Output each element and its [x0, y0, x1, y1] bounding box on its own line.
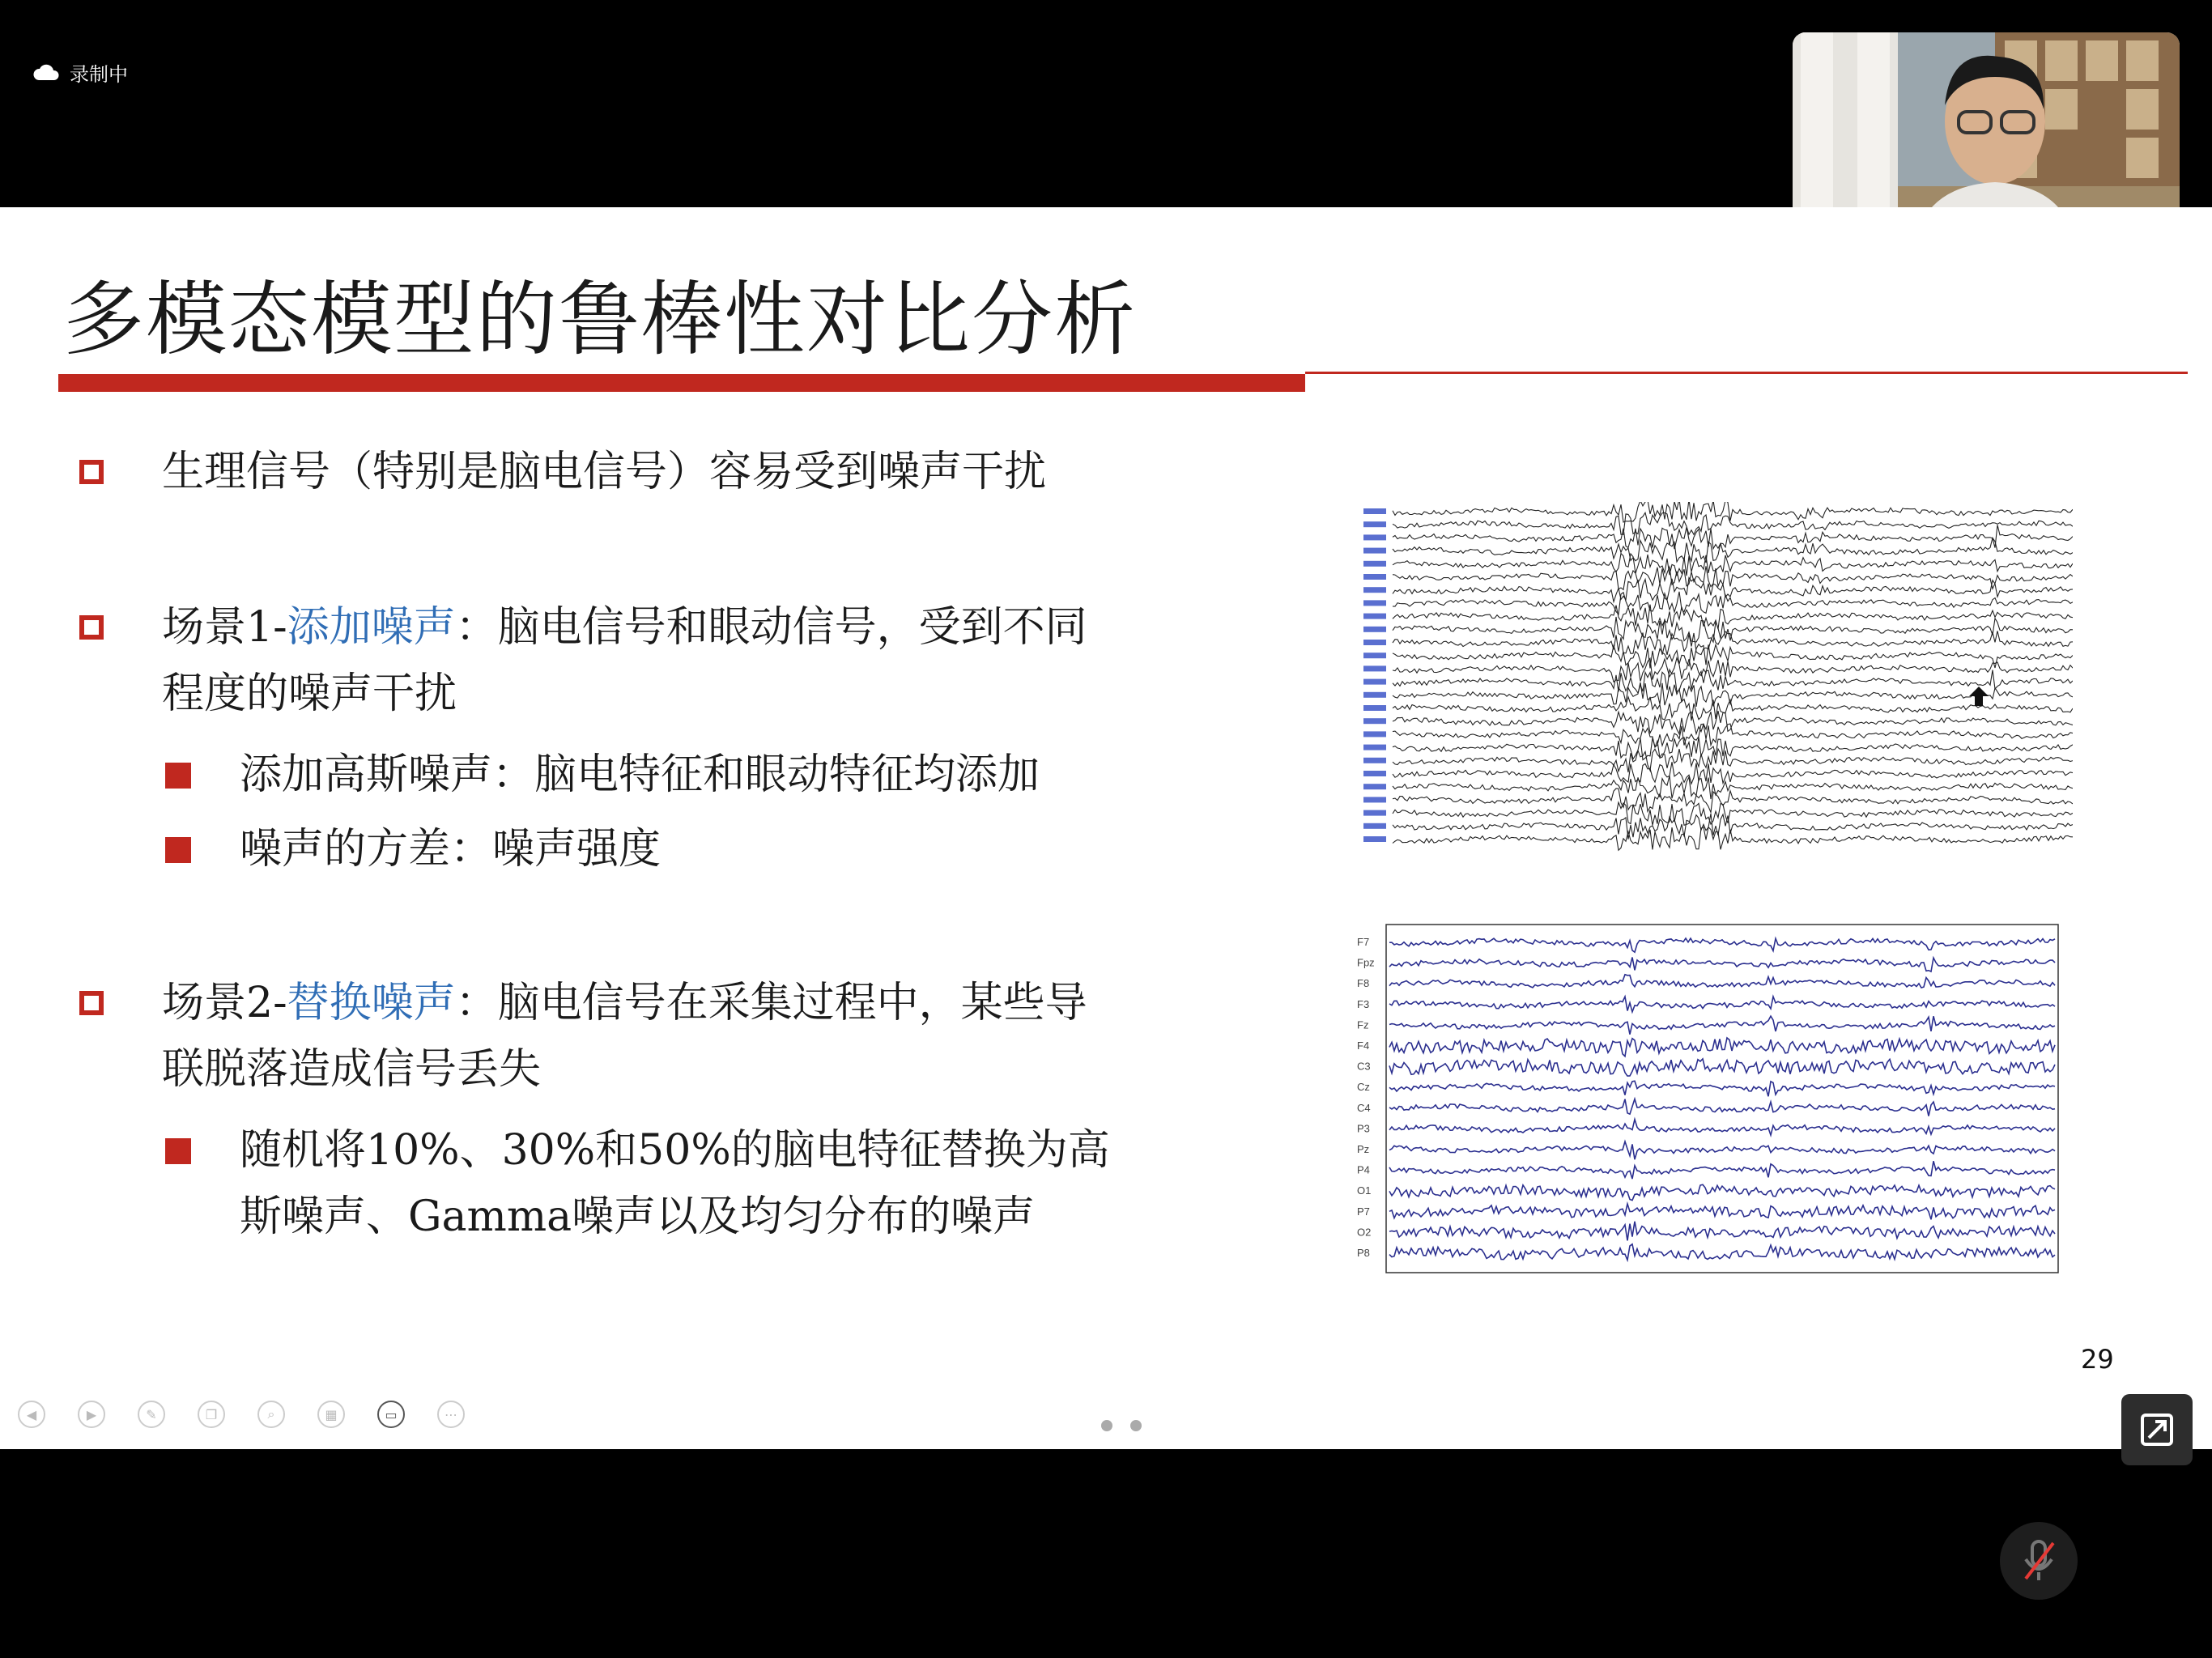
eeg-channel-label-mark: [1363, 679, 1386, 685]
eeg-blue-trace-9: [1389, 1099, 2055, 1116]
eeg-channel-label-mark: [1363, 692, 1386, 698]
eeg-channel-label-mark: [1363, 508, 1386, 514]
eeg-black-trace-1: [1393, 502, 2073, 522]
eeg-channel-label-mark: [1363, 731, 1386, 737]
bullet-2-sub-1: 添加高斯噪声：脑电特征和眼动特征均添加: [240, 750, 1040, 799]
bullet-2-prefix: 场景1-: [162, 603, 287, 652]
bullet-3-line-2: 联脱落造成信号丢失: [162, 1045, 542, 1094]
eeg-blue-trace-1: [1389, 938, 2055, 952]
eeg-channel-label-mark: [1363, 665, 1386, 671]
eeg-channel-label-mark: [1363, 534, 1386, 540]
eeg-blue-trace-14: [1389, 1204, 2055, 1219]
bullet-3-rest: ：脑电信号在采集过程中，某些导: [455, 979, 1087, 1027]
bullet-3-line-1: [162, 970, 1087, 1036]
eeg-black-trace-15: [1393, 682, 2073, 707]
eeg-black-trace-22: [1393, 776, 2073, 799]
grid-view-button[interactable]: ▦: [317, 1401, 345, 1428]
eeg-black-trace-20: [1393, 749, 2073, 772]
bullet-2-line-1: [162, 594, 1087, 661]
eeg-plot-frame: [1386, 925, 2058, 1273]
eeg-channel-label: F3: [1357, 997, 1370, 1010]
eeg-channel-label: P8: [1357, 1247, 1370, 1259]
eeg-channel-label: C4: [1357, 1101, 1371, 1114]
eeg-channel-label: P4: [1357, 1163, 1370, 1176]
eeg-black-trace-17: [1393, 711, 2073, 734]
bullet-3-prefix: 场景2-: [162, 979, 287, 1027]
eeg-channel-label-mark: [1363, 810, 1386, 816]
pen-tool-button[interactable]: ✎: [138, 1401, 165, 1428]
eeg-channel-label-mark: [1363, 797, 1386, 802]
presentation-slide: [0, 207, 2212, 1449]
eeg-channel-label-mark: [1363, 823, 1386, 829]
eeg-channel-label-mark: [1363, 718, 1386, 724]
page-dot-1[interactable]: [1101, 1420, 1112, 1431]
eeg-blue-trace-5: [1389, 1016, 2055, 1035]
eeg-trace-figure-black: [1360, 502, 2073, 858]
recording-label: 录制中: [70, 63, 128, 86]
bullet-3-sub-1-line-2: 斯噪声、Gamma噪声以及均匀分布的噪声: [240, 1192, 1036, 1241]
eeg-black-trace-2: [1393, 512, 2073, 534]
eeg-black-trace-11: [1393, 631, 2073, 655]
eeg-blue-trace-13: [1389, 1184, 2055, 1200]
title-underline-thin: [1305, 372, 2188, 374]
eeg-channel-label: Cz: [1357, 1081, 1370, 1094]
eeg-channel-label-mark: [1363, 745, 1386, 750]
eeg-channel-label-mark: [1363, 561, 1386, 567]
eeg-channel-label-mark: [1363, 758, 1386, 763]
eeg-black-trace-24: [1393, 802, 2073, 825]
eeg-black-trace-18: [1393, 724, 2073, 747]
eeg-channel-label-mark: [1363, 614, 1386, 619]
eeg-channel-label-mark: [1363, 705, 1386, 711]
mute-microphone-button[interactable]: [2000, 1522, 2078, 1600]
copy-button[interactable]: ❐: [198, 1401, 225, 1428]
bullet-square-outline-icon: [79, 460, 104, 484]
next-slide-button[interactable]: ▶: [78, 1401, 105, 1428]
bullet-3-sub-1-line-1: 随机将10%、30%和50%的脑电特征替换为高: [240, 1126, 1110, 1175]
bullet-2-line-2: 程度的噪声干扰: [162, 670, 457, 718]
eeg-black-trace-3: [1393, 525, 2073, 549]
eeg-black-trace-4: [1393, 538, 2073, 563]
eeg-blue-trace-3: [1389, 975, 2055, 988]
bullet-2-rest: ：脑电信号和眼动信号，受到不同: [455, 603, 1087, 652]
eeg-black-trace-25: [1393, 814, 2073, 840]
eeg-channel-label: Fpz: [1357, 956, 1375, 969]
eeg-black-trace-16: [1393, 697, 2073, 721]
video-toggle-button[interactable]: ▭: [377, 1401, 405, 1428]
eeg-channel-label: Pz: [1357, 1143, 1370, 1155]
eeg-channel-label-mark: [1363, 640, 1386, 645]
bullet-3-highlight: 替换噪声: [287, 979, 456, 1027]
eeg-black-trace-13: [1393, 658, 2073, 682]
eeg-blue-trace-6: [1389, 1038, 2055, 1056]
eeg-blue-trace-10: [1389, 1120, 2055, 1136]
eeg-blue-trace-12: [1389, 1161, 2055, 1179]
eeg-channel-label: O1: [1357, 1184, 1372, 1197]
eeg-black-trace-19: [1393, 737, 2073, 759]
eeg-channel-label-mark: [1363, 653, 1386, 658]
eeg-black-trace-21: [1393, 762, 2073, 784]
zoom-button[interactable]: ⌕: [257, 1401, 285, 1428]
eeg-black-trace-6: [1393, 566, 2073, 589]
previous-slide-button[interactable]: ◀: [18, 1401, 45, 1428]
eeg-channel-label-mark: [1363, 574, 1386, 580]
eeg-trace-figure-blue: [1357, 923, 2069, 1279]
eeg-channel-label-mark: [1363, 600, 1386, 606]
eeg-blue-trace-2: [1389, 958, 2055, 972]
eeg-channel-label-mark: [1363, 521, 1386, 527]
bullet-1: 生理信号（特别是脑电信号）容易受到噪声干扰: [162, 448, 1047, 496]
bullet-2-highlight: 添加噪声: [287, 603, 456, 652]
eeg-blue-trace-7: [1389, 1059, 2055, 1076]
eeg-black-trace-5: [1393, 554, 2073, 576]
eeg-channel-label-mark: [1363, 836, 1386, 842]
eeg-black-trace-23: [1393, 789, 2073, 813]
eeg-black-trace-7: [1393, 578, 2073, 602]
eeg-blue-trace-16: [1389, 1244, 2055, 1261]
page-dot-2[interactable]: [1130, 1420, 1142, 1431]
slide-control-toolbar: [18, 1401, 465, 1428]
recording-indicator: [32, 58, 128, 87]
eeg-channel-label: C3: [1357, 1060, 1371, 1073]
bullet-square-outline-icon: [79, 615, 104, 640]
expand-icon: [2138, 1410, 2176, 1449]
eeg-blue-trace-8: [1389, 1081, 2055, 1096]
eeg-channel-label-mark: [1363, 784, 1386, 789]
bullet-square-filled-icon: [165, 763, 191, 789]
eeg-black-trace-12: [1393, 644, 2073, 669]
eeg-black-trace-10: [1393, 617, 2073, 642]
eeg-blue-trace-4: [1389, 997, 2055, 1012]
eeg-channel-label: F4: [1357, 1039, 1370, 1052]
bullet-square-filled-icon: [165, 1138, 191, 1164]
fullscreen-button[interactable]: [2121, 1394, 2193, 1465]
eeg-channel-label: F7: [1357, 936, 1370, 948]
eeg-channel-label: F8: [1357, 977, 1370, 990]
slide-title: 多模态模型的鲁棒性对比分析: [63, 272, 1137, 367]
bullet-list: [0, 207, 1214, 1449]
eeg-black-trace-26: [1393, 827, 2073, 851]
eeg-channel-label: O2: [1357, 1226, 1372, 1239]
eeg-channel-label-mark: [1363, 771, 1386, 776]
eeg-channel-label: P7: [1357, 1205, 1370, 1218]
eeg-channel-label: P3: [1357, 1122, 1370, 1135]
eeg-blue-trace-15: [1389, 1222, 2055, 1241]
eeg-black-trace-9: [1393, 605, 2073, 630]
arrow-up-icon: [1969, 687, 1989, 706]
eeg-black-trace-14: [1393, 670, 2073, 693]
bullet-square-filled-icon: [165, 837, 191, 863]
muted-microphone-icon: [2019, 1538, 2058, 1584]
bullet-2-sub-2: 噪声的方差：噪声强度: [240, 825, 661, 874]
eeg-channel-label-mark: [1363, 548, 1386, 554]
more-options-button[interactable]: ⋯: [437, 1401, 465, 1428]
eeg-black-trace-8: [1393, 592, 2073, 614]
eeg-channel-label-mark: [1363, 587, 1386, 593]
eeg-channel-label: Fz: [1357, 1018, 1369, 1031]
cloud-icon: [32, 64, 60, 82]
eeg-blue-trace-11: [1389, 1141, 2055, 1159]
bullet-square-outline-icon: [79, 991, 104, 1015]
eeg-channel-label-mark: [1363, 627, 1386, 632]
page-number: 29: [2081, 1344, 2114, 1375]
